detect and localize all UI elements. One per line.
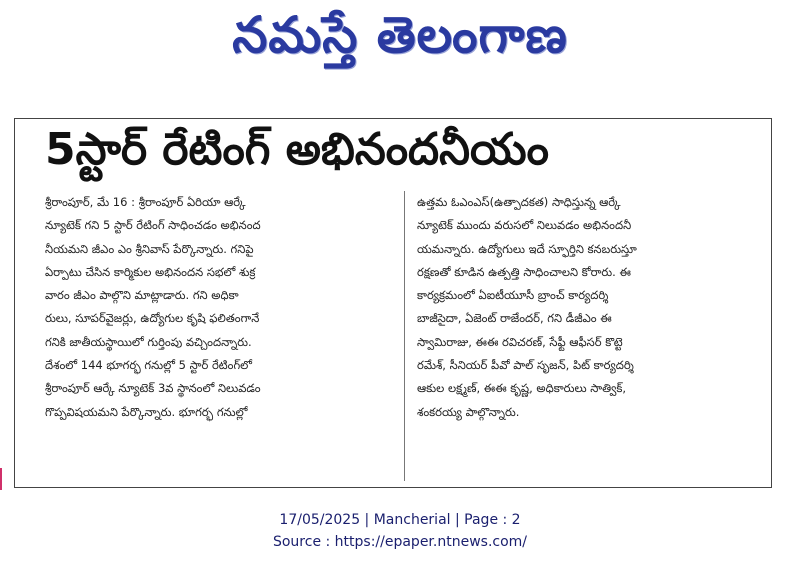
article-text-line: శంకరయ్య పాల్గొన్నారు. bbox=[417, 404, 520, 419]
newspaper-masthead bbox=[0, 0, 800, 82]
article-text-line: న్యూటెక్ గని 5 స్టార్ రేటింగ్ సాధించడం అభినంద bbox=[45, 218, 261, 233]
article-text-line: గొప్పవిషయమని పేర్కొన్నారు. భూగర్భ గనుల్లో bbox=[45, 404, 248, 419]
article-text-line: రమేశ్, సీనియర్ పీవో పాల్ సృజన్, పిట్ కార్యదర్శి bbox=[417, 358, 634, 373]
news-clipping bbox=[14, 118, 772, 488]
article-text-line: రక్షణతో కూడిన ఉత్పత్తి సాధించాలని కోరారు. ఈ bbox=[417, 264, 631, 279]
article-text-line: వారం జీఎం పాల్గొని మాట్లాడారు. గని అధికా bbox=[45, 288, 239, 303]
article-text-line: స్వామిరాజు, ఈఈ రవిచరణ్, సేఫ్టీ ఆఫీసర్ కొట్టె bbox=[417, 334, 623, 349]
article-text-line: రులు, సూపర్‌వైజర్లు, ఉద్యోగుల కృషి ఫలితంగానే bbox=[45, 311, 260, 326]
article-text-line: యమన్నారు. ఉద్యోగులు ఇదే స్ఫూర్తిని కనబరుస్తూ bbox=[417, 241, 637, 256]
article-text-line: దేశంలో 144 భూగర్భ గనుల్లో 5 స్టార్ రేటింగ్‌లో bbox=[45, 358, 253, 373]
article-headline: 5స్టార్ రేటింగ్ అభినందనీయం bbox=[45, 124, 549, 175]
article-text-line: శ్రీరాంపూర్ ఆర్కే న్యూటెక్ 3వ స్థానంలో నిలువడం bbox=[45, 381, 261, 396]
article-text-line: న్యూటెక్ ముందు వరుసలో నిలువడం అభినందనీ bbox=[417, 218, 632, 233]
column-divider bbox=[404, 191, 405, 481]
page-edge-mark bbox=[0, 468, 2, 490]
article-text-line: ఉత్తమ ఓఎంఎస్(ఉత్పాదకత) సాధిస్తున్న ఆర్కే bbox=[417, 195, 621, 209]
footer-date-line: 17/05/2025 | Mancherial | Page : 2 bbox=[279, 512, 521, 528]
article-left-column bbox=[45, 191, 397, 481]
article-text-line: శ్రీరాంపూర్, మే 16 : శ్రీరాంపూర్ ఏరియా ఆర్కే bbox=[45, 195, 246, 209]
masthead-title: నమస్తే తెలంగాణ bbox=[232, 5, 568, 64]
article-text-line: గనికి జాతీయస్థాయిలో గుర్తింపు వచ్చిందన్నారు. bbox=[45, 334, 252, 349]
article-text-line: ఏర్పాటు చేసిన కార్మికుల అభినందన సభలో శుక్ర bbox=[45, 264, 256, 279]
article-text-line: ఆకుల లక్ష్మణ్, ఈఈ కృష్ణ, అధికారులు సాత్విక్, bbox=[417, 381, 627, 396]
article-text-line: నీయమని జీఎం ఎం శ్రీనివాస్ పేర్కొన్నారు. గనిపై bbox=[45, 241, 254, 256]
article-text-line: బాజీసైదా, ఏజెంట్ రాజేందర్, గని డీజీఎం ఈ bbox=[417, 311, 612, 326]
article-right-column bbox=[417, 191, 769, 481]
footer-source-line: Source : https://epaper.ntnews.com/ bbox=[272, 534, 528, 550]
article-text-line: కార్యక్రమంలో ఏఐటీయూసీ బ్రాంచ్ కార్యదర్శి bbox=[417, 288, 609, 303]
article-headline-block bbox=[45, 119, 775, 191]
